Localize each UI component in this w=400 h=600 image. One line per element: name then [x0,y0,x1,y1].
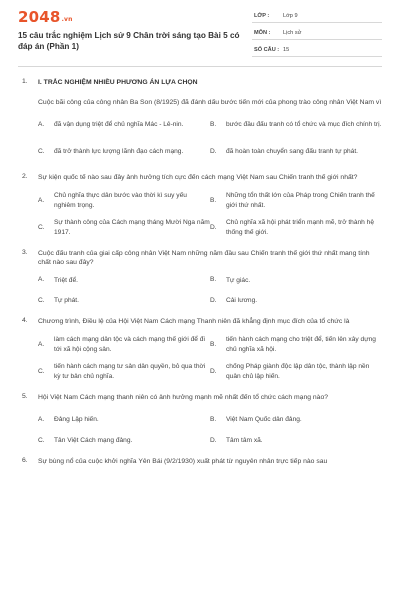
option-letter: D. [210,367,217,375]
question-5 [0,393,400,446]
option-letter: A. [38,276,45,284]
question-number: 2. [22,173,28,180]
options [38,415,382,446]
option-letter: C. [38,297,45,305]
option-b[interactable] [210,276,382,286]
option-letter: B. [210,416,217,424]
option-letter: D. [210,436,217,444]
option-text: tiến hành cách mạng cho triệt để, tiến lên xây dựng chủ nghĩa xã hội. [226,335,376,353]
option-text: Tự phát. [54,297,79,305]
option-d[interactable] [210,296,382,306]
meta-value: 15 [283,47,290,53]
option-a[interactable] [38,335,210,355]
option-text: Chủ nghĩa thực dân bước vào thời kì suy yếu nghiêm trọng. [54,191,187,209]
options [38,191,382,238]
option-text: tiến hành cách mạng tư sản dân quyền, bỏ qua thời kỳ tư bản chủ nghĩa. [54,362,206,380]
option-letter: D. [210,297,217,305]
option-letter: D. [210,223,217,231]
question-number: 3. [22,248,28,256]
meta-row-grade [252,9,382,23]
meta-row-question-count [252,43,382,57]
meta-value: Lớp 9 [283,13,298,19]
question-text: Cuộc đấu tranh của giai cấp công nhân Việt Nam những năm đầu sau Chiến tranh thế giới thứ nhất mang tính chất nào sau đây? [38,249,370,266]
logo-main-text: 2048 [18,8,61,26]
option-text: Tự giác. [226,276,251,284]
option-c[interactable] [38,218,210,238]
option-text: chống Pháp giành độc lập dân tộc, thành lập nền quân chủ lập hiến. [226,362,370,380]
question-list [0,78,400,477]
option-letter: C. [38,223,45,231]
meta-value: Lịch sử [283,30,302,36]
option-text: đã hoàn toàn chuyển sang đấu tranh tự phát. [226,148,358,156]
option-letter: B. [210,276,217,284]
question-number: 1. [22,78,28,85]
meta-key: LỚP : [254,13,270,19]
option-letter: A. [38,196,45,204]
option-text: Đảng Lập hiến. [54,416,99,424]
question-text: Sự bùng nổ của cuộc khởi nghĩa Yên Bái (9/2/1930) xuất phát từ nguyên nhân trực tiếp nào sau [38,457,328,465]
option-a[interactable] [38,276,210,286]
option-d[interactable] [210,142,382,162]
quiz-meta-panel [252,9,382,60]
option-b[interactable] [210,415,382,425]
option-text: Triệt để. [54,276,78,284]
option-letter: C. [38,436,45,444]
option-letter: A. [38,340,45,348]
question-2 [0,173,400,238]
header-divider [18,66,382,67]
logo-domain-text: .vn [61,16,73,23]
question-3 [0,249,400,307]
option-letter: B. [210,340,217,348]
option-c[interactable] [38,362,210,382]
question-6 [0,457,400,467]
option-letter: C. [38,367,45,375]
question-4 [0,317,400,382]
question-text: Cuộc bãi công của công nhân Ba Son (8/1925) đã đánh dấu bước tiến mới của phong trào công nhân Việt Nam vì [38,98,382,106]
option-text: đã vận dụng triệt để chủ nghĩa Mác - Lê-nin. [54,121,184,129]
option-d[interactable] [210,218,382,238]
option-text: Chủ nghĩa xã hội phát triển mạnh mẽ, trở thành hệ thống thế giới. [226,218,375,236]
option-b[interactable] [210,335,382,355]
option-b[interactable] [210,115,382,135]
option-text: Những tổn thất lớn của Pháp trong Chiến tranh thế giới thứ nhất. [226,191,375,209]
option-text: bước đầu đấu tranh có tổ chức và mục đích chính trị. [226,121,382,129]
option-letter: B. [210,121,217,129]
option-letter: A. [38,416,45,424]
option-letter: D. [210,148,217,156]
site-logo[interactable] [18,8,73,26]
option-letter: C. [38,148,45,156]
options [38,335,382,382]
option-c[interactable] [38,142,210,162]
option-d[interactable] [210,362,382,382]
question-text: Hội Việt Nam Cách mạng thanh niên có ảnh hưởng mạnh mẽ nhất đến tổ chức cách mạng nào? [38,393,329,401]
option-b[interactable] [210,191,382,211]
option-text: đã trở thành lực lượng lãnh đạo cách mạng. [54,148,184,156]
option-text: làm cách mạng dân tộc và cách mạng thế giới để đi tới xã hội cộng sản. [54,335,205,353]
meta-key: SỐ CÂU : [254,47,280,53]
option-a[interactable] [38,191,210,211]
option-text: Sự thành công của Cách mạng tháng Mười Nga năm 1917. [54,218,210,236]
option-text: Tân Việt Cách mạng đảng. [54,436,133,444]
option-text: Cải lương. [226,297,258,305]
meta-row-subject [252,26,382,40]
option-a[interactable] [38,115,210,135]
question-1 [0,78,400,162]
option-letter: A. [38,121,45,129]
option-c[interactable] [38,296,210,306]
section-heading: I. TRẮC NGHIỆM NHIỀU PHƯƠNG ÁN LỰA CHỌN [38,79,198,86]
page-header [0,0,400,66]
option-text: Tâm tâm xã. [226,436,263,444]
options [38,276,382,307]
option-text: Việt Nam Quốc dân đảng. [226,416,302,424]
option-c[interactable] [38,436,210,446]
question-number: 4. [22,317,28,325]
question-number: 5. [22,392,28,400]
options [38,115,382,162]
question-text: Chương trình, Điều lệ của Hội Việt Nam Cách mạng Thanh niên đã khẳng định mục đích của tổ chức là [38,318,350,326]
question-text: Sự kiện quốc tế nào sau đây ảnh hưởng tích cực đến cách mạng Việt Nam sau Chiến tranh thế giới nhất? [38,174,358,181]
option-a[interactable] [38,415,210,425]
page-title: 15 câu trắc nghiệm Lịch sử 9 Chân trời sáng tạo Bài 5 có đáp án (Phần 1) [18,31,240,51]
question-number: 6. [22,456,28,464]
option-d[interactable] [210,436,382,446]
meta-key: MÔN : [254,30,271,36]
option-letter: B. [210,196,217,204]
